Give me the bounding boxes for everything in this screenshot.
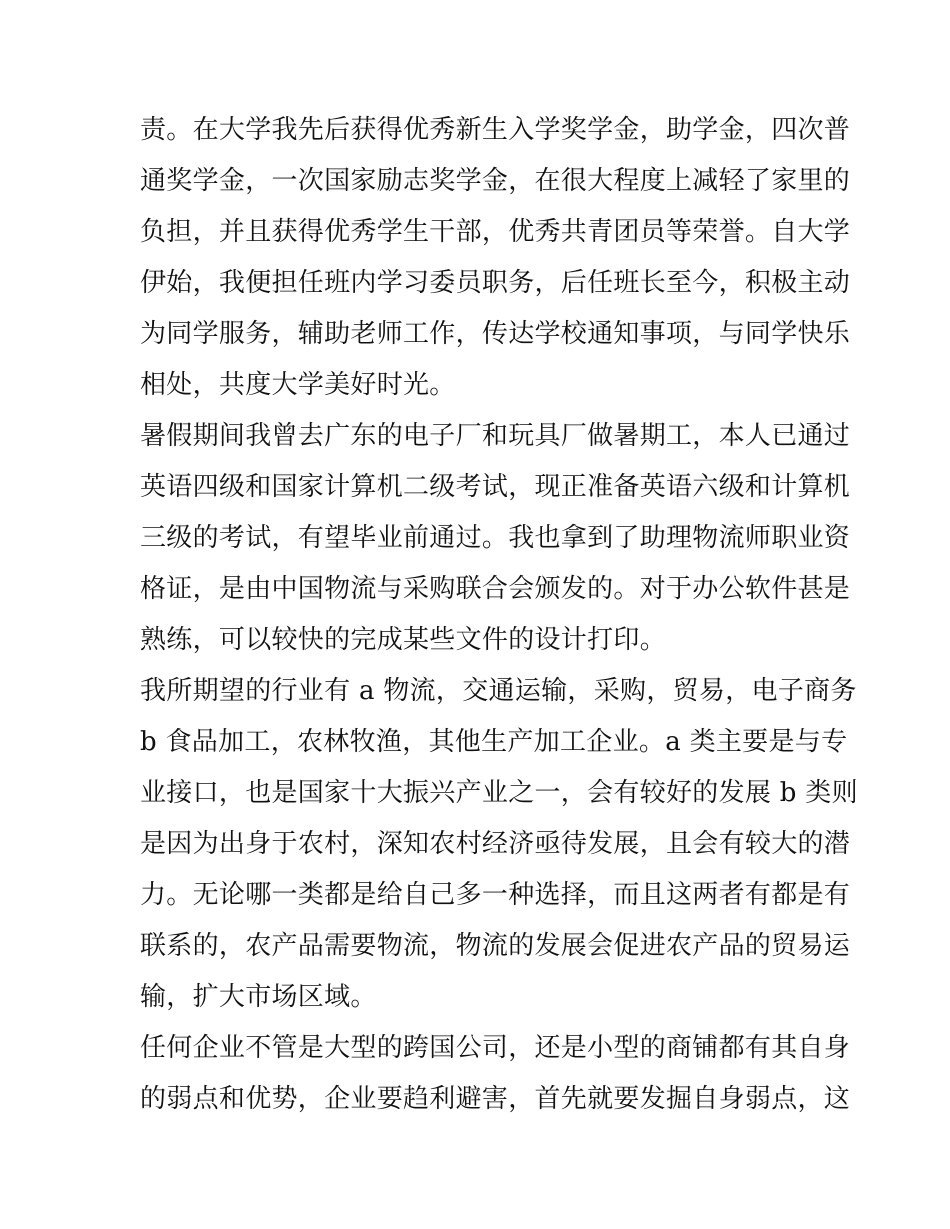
text-line: 相处，共度大学美好时光。: [140, 370, 456, 400]
text-line: 暑假期间我曾去广东的电子厂和玩具厂做暑期工，本人已通过: [140, 421, 851, 451]
text-line: 格证，是由中国物流与采购联合会颁发的。对于办公软件甚是: [140, 574, 851, 604]
text-line: 我所期望的行业有 a 物流，交通运输，采购，贸易，电子商务: [140, 676, 857, 706]
text-line: 责。在大学我先后获得优秀新生入学奖学金，助学金，四次普: [140, 115, 851, 145]
text-line: 输，扩大市场区域。: [140, 982, 377, 1012]
document-body: [140, 105, 858, 1125]
paragraph-3: [140, 666, 858, 1023]
text-line: 是因为出身于农村，深知农村经济亟待发展，且会有较大的潜: [140, 829, 851, 859]
text-line: 联系的，农产品需要物流，物流的发展会促进农产品的贸易运: [140, 931, 851, 961]
text-line: 的弱点和优势，企业要趋利避害，首先就要发掘自身弱点，这: [140, 1084, 851, 1114]
text-line: 英语四级和国家计算机二级考试，现正准备英语六级和计算机: [140, 472, 851, 502]
text-line: 业接口，也是国家十大振兴产业之一，会有较好的发展 b 类则: [140, 778, 858, 808]
text-line: 三级的考试，有望毕业前通过。我也拿到了助理物流师职业资: [140, 523, 851, 553]
text-line: 为同学服务，辅助老师工作，传达学校通知事项，与同学快乐: [140, 319, 851, 349]
text-line: 通奖学金，一次国家励志奖学金，在很大程度上减轻了家里的: [140, 166, 851, 196]
paragraph-2: [140, 411, 851, 666]
text-line: 伊始，我便担任班内学习委员职务，后任班长至今，积极主动: [140, 268, 851, 298]
paragraph-1: [140, 105, 851, 411]
text-line: 任何企业不管是大型的跨国公司，还是小型的商铺都有其自身: [140, 1033, 851, 1063]
paragraph-4: [140, 1023, 851, 1125]
text-line: 熟练，可以较快的完成某些文件的设计打印。: [140, 625, 667, 655]
text-line: b 食品加工，农林牧渔，其他生产加工企业。a 类主要是与专: [140, 727, 848, 757]
text-line: 负担，并且获得优秀学生干部，优秀共青团员等荣誉。自大学: [140, 217, 851, 247]
text-line: 力。无论哪一类都是给自己多一种选择，而且这两者有都是有: [140, 880, 851, 910]
